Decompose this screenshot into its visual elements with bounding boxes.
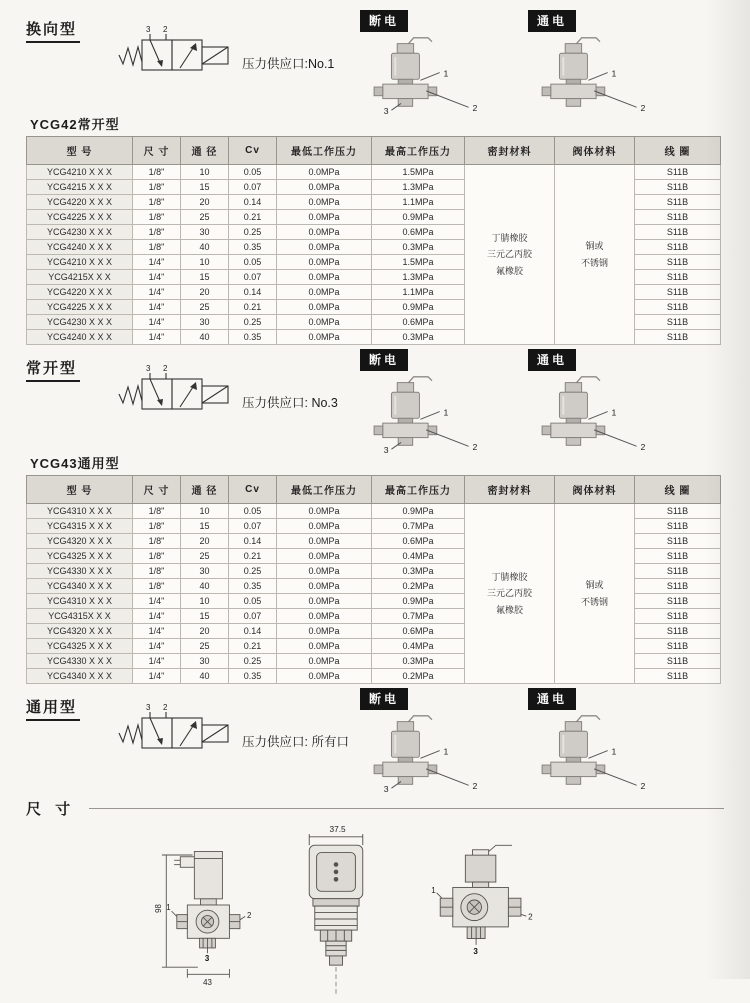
cell: 0.07 bbox=[229, 180, 277, 195]
cell: 0.4MPa bbox=[372, 549, 465, 564]
cell: 0.6MPa bbox=[372, 534, 465, 549]
coil-cell: S11B bbox=[635, 315, 721, 330]
schematic-port-3: 3 bbox=[146, 364, 151, 373]
column-header: 通 径 bbox=[181, 137, 229, 165]
cell: 1.1MPa bbox=[372, 195, 465, 210]
cell: YCG4330 X X X bbox=[27, 654, 133, 669]
cell: 0.0MPa bbox=[277, 504, 372, 519]
cell: 0.0MPa bbox=[277, 654, 372, 669]
cell: 1/8" bbox=[133, 564, 181, 579]
cell: 0.0MPa bbox=[277, 285, 372, 300]
cell: 0.0MPa bbox=[277, 225, 372, 240]
power-on-group bbox=[524, 6, 674, 115]
cell: 0.07 bbox=[229, 519, 277, 534]
schematic-port-2: 2 bbox=[163, 364, 168, 373]
dim-37-5-label: 37.5 bbox=[329, 824, 346, 835]
cell: 20 bbox=[181, 534, 229, 549]
power-on-badge: 通电 bbox=[528, 349, 576, 371]
cell: 20 bbox=[181, 285, 229, 300]
seal-material-cell: 丁腈橡胶 三元乙丙胶 氟橡胶 bbox=[465, 165, 555, 345]
cell: 30 bbox=[181, 225, 229, 240]
valve-illustration-power-on bbox=[524, 711, 674, 793]
dimension-drawings bbox=[154, 823, 724, 1003]
coil-cell: S11B bbox=[635, 564, 721, 579]
port-label-2: 2 bbox=[640, 781, 646, 792]
cell: 0.0MPa bbox=[277, 564, 372, 579]
cell: 0.35 bbox=[229, 579, 277, 594]
cell: 0.0MPa bbox=[277, 180, 372, 195]
coil-cell: S11B bbox=[635, 609, 721, 624]
dimension-drawing-side bbox=[154, 837, 268, 987]
cell: 0.4MPa bbox=[372, 639, 465, 654]
cell: 40 bbox=[181, 669, 229, 684]
cell: 1/8" bbox=[133, 579, 181, 594]
header-row bbox=[27, 137, 721, 165]
cell: 1/4" bbox=[133, 285, 181, 300]
cell: YCG4320 X X X bbox=[27, 534, 133, 549]
cell: 0.9MPa bbox=[372, 504, 465, 519]
power-on-group bbox=[524, 684, 674, 793]
coil-cell: S11B bbox=[635, 180, 721, 195]
column-header: Cv bbox=[229, 137, 277, 165]
cell: 1/4" bbox=[133, 255, 181, 270]
coil-cell: S11B bbox=[635, 654, 721, 669]
cell: 0.14 bbox=[229, 624, 277, 639]
pressure-port-label-normally-open: 压力供应口: No.3 bbox=[242, 396, 338, 410]
cell: 0.0MPa bbox=[277, 210, 372, 225]
power-off-group bbox=[356, 684, 506, 793]
cell: 0.0MPa bbox=[277, 624, 372, 639]
coil-cell: S11B bbox=[635, 549, 721, 564]
port-label-3: 3 bbox=[383, 784, 389, 793]
cell: 30 bbox=[181, 564, 229, 579]
cell: 1/4" bbox=[133, 594, 181, 609]
power-off-group bbox=[356, 6, 506, 115]
cell: YCG4215X X X bbox=[27, 270, 133, 285]
port-label-2: 2 bbox=[472, 781, 478, 792]
cell: YCG4210 X X X bbox=[27, 255, 133, 270]
cell: YCG4310 X X X bbox=[27, 594, 133, 609]
valve-schematic-universal bbox=[112, 700, 236, 770]
cell: 0.0MPa bbox=[277, 255, 372, 270]
coil-cell: S11B bbox=[635, 624, 721, 639]
cell: 0.0MPa bbox=[277, 669, 372, 684]
table-title-ycg43: YCG43通用型 bbox=[30, 456, 120, 471]
power-on-badge: 通电 bbox=[528, 688, 576, 710]
cell: 25 bbox=[181, 639, 229, 654]
cell: 0.7MPa bbox=[372, 609, 465, 624]
cell: 40 bbox=[181, 579, 229, 594]
table-row bbox=[27, 504, 721, 519]
port-label-3: 3 bbox=[473, 946, 478, 956]
port-label-1: 1 bbox=[443, 68, 449, 79]
cell: 0.7MPa bbox=[372, 519, 465, 534]
cell: 1/8" bbox=[133, 210, 181, 225]
cell: 15 bbox=[181, 270, 229, 285]
cell: 1/4" bbox=[133, 609, 181, 624]
cell: 1.1MPa bbox=[372, 285, 465, 300]
coil-cell: S11B bbox=[635, 519, 721, 534]
cell: 0.21 bbox=[229, 639, 277, 654]
cell: 0.25 bbox=[229, 225, 277, 240]
port-label-1: 1 bbox=[611, 407, 617, 418]
section-title-universal: 通用型 bbox=[26, 696, 80, 721]
seal-material-cell: 丁腈橡胶 三元乙丙胶 氟橡胶 bbox=[465, 504, 555, 684]
coil-cell: S11B bbox=[635, 195, 721, 210]
cell: 0.3MPa bbox=[372, 240, 465, 255]
valve-schematic-normally-open bbox=[112, 361, 236, 431]
dim-98-label: 98 bbox=[154, 904, 164, 913]
cell: 1/8" bbox=[133, 504, 181, 519]
column-header: 线 圈 bbox=[635, 137, 721, 165]
header-row bbox=[27, 476, 721, 504]
coil-cell: S11B bbox=[635, 285, 721, 300]
cell: YCG4210 X X X bbox=[27, 165, 133, 180]
coil-cell: S11B bbox=[635, 579, 721, 594]
cell: 25 bbox=[181, 549, 229, 564]
cell: 15 bbox=[181, 180, 229, 195]
cell: 0.21 bbox=[229, 300, 277, 315]
coil-cell: S11B bbox=[635, 225, 721, 240]
cell: 30 bbox=[181, 654, 229, 669]
cell: 0.0MPa bbox=[277, 195, 372, 210]
cell: YCG4225 X X X bbox=[27, 300, 133, 315]
cell: 10 bbox=[181, 504, 229, 519]
cell: 1.3MPa bbox=[372, 180, 465, 195]
cell: 1.5MPa bbox=[372, 165, 465, 180]
cell: 1/8" bbox=[133, 180, 181, 195]
cell: 0.05 bbox=[229, 255, 277, 270]
column-header: 阀体材料 bbox=[555, 476, 635, 504]
cell: 0.6MPa bbox=[372, 315, 465, 330]
cell: 1/4" bbox=[133, 669, 181, 684]
cell: 20 bbox=[181, 195, 229, 210]
port-label-1: 1 bbox=[443, 407, 449, 418]
cell: 0.0MPa bbox=[277, 240, 372, 255]
cell: YCG4315 X X X bbox=[27, 519, 133, 534]
cell: 0.0MPa bbox=[277, 609, 372, 624]
horizontal-rule bbox=[89, 808, 724, 809]
coil-cell: S11B bbox=[635, 669, 721, 684]
cell: 1/8" bbox=[133, 195, 181, 210]
table-row bbox=[27, 165, 721, 180]
cell: YCG4320 X X X bbox=[27, 624, 133, 639]
cell: YCG4340 X X X bbox=[27, 669, 133, 684]
power-on-group bbox=[524, 345, 674, 454]
cell: YCG4240 X X X bbox=[27, 330, 133, 345]
port-label-2: 2 bbox=[640, 103, 646, 114]
cell: 0.0MPa bbox=[277, 534, 372, 549]
port-label-3: 3 bbox=[383, 106, 389, 115]
cell: 0.9MPa bbox=[372, 210, 465, 225]
valve-illustration-power-off bbox=[356, 33, 506, 115]
column-header: 最低工作压力 bbox=[277, 137, 372, 165]
port-label-2: 2 bbox=[472, 442, 478, 453]
cell: 15 bbox=[181, 519, 229, 534]
column-header: 阀体材料 bbox=[555, 137, 635, 165]
cell: YCG4225 X X X bbox=[27, 210, 133, 225]
pressure-port-label-reversing: 压力供应口:No.1 bbox=[242, 57, 335, 71]
cell: 1/4" bbox=[133, 315, 181, 330]
cell: 30 bbox=[181, 315, 229, 330]
cell: 0.35 bbox=[229, 330, 277, 345]
port-label-1: 1 bbox=[431, 885, 436, 895]
power-off-badge: 断电 bbox=[360, 10, 408, 32]
cell: 0.0MPa bbox=[277, 579, 372, 594]
cell: 0.9MPa bbox=[372, 594, 465, 609]
cell: YCG4310 X X X bbox=[27, 504, 133, 519]
column-header: 通 径 bbox=[181, 476, 229, 504]
port-label-1: 1 bbox=[611, 68, 617, 79]
cell: 0.14 bbox=[229, 195, 277, 210]
port-label-2: 2 bbox=[640, 442, 646, 453]
port-label-2: 2 bbox=[246, 911, 252, 921]
cell: 1.5MPa bbox=[372, 255, 465, 270]
coil-cell: S11B bbox=[635, 504, 721, 519]
section-normally-open bbox=[26, 345, 724, 454]
cell: 0.3MPa bbox=[372, 564, 465, 579]
column-header: 密封材料 bbox=[465, 476, 555, 504]
cell: 0.35 bbox=[229, 240, 277, 255]
port-label-3: 3 bbox=[383, 445, 389, 454]
port-label-1: 1 bbox=[443, 746, 449, 757]
cell: 1/4" bbox=[133, 270, 181, 285]
cell: 1/4" bbox=[133, 300, 181, 315]
coil-cell: S11B bbox=[635, 534, 721, 549]
cell: 1/4" bbox=[133, 654, 181, 669]
cell: 10 bbox=[181, 165, 229, 180]
coil-cell: S11B bbox=[635, 255, 721, 270]
cell: 1/4" bbox=[133, 639, 181, 654]
section-title-dimensions: 尺 寸 bbox=[26, 801, 76, 818]
cell: 15 bbox=[181, 609, 229, 624]
cell: YCG4220 X X X bbox=[27, 195, 133, 210]
cell: 0.21 bbox=[229, 210, 277, 225]
coil-cell: S11B bbox=[635, 210, 721, 225]
column-header: 密封材料 bbox=[465, 137, 555, 165]
cell: 0.25 bbox=[229, 564, 277, 579]
cell: 0.35 bbox=[229, 669, 277, 684]
cell: 0.07 bbox=[229, 270, 277, 285]
schematic-port-3: 3 bbox=[146, 703, 151, 712]
cell: 0.07 bbox=[229, 609, 277, 624]
cell: YCG4340 X X X bbox=[27, 579, 133, 594]
schematic-port-2: 2 bbox=[163, 25, 168, 34]
coil-cell: S11B bbox=[635, 330, 721, 345]
cell: 1/8" bbox=[133, 165, 181, 180]
dimension-drawing-front bbox=[294, 823, 378, 1003]
power-on-badge: 通电 bbox=[528, 10, 576, 32]
cell: 0.3MPa bbox=[372, 654, 465, 669]
cell: 0.0MPa bbox=[277, 639, 372, 654]
power-off-badge: 断电 bbox=[360, 688, 408, 710]
cell: YCG4325 X X X bbox=[27, 549, 133, 564]
cell: YCG4230 X X X bbox=[27, 315, 133, 330]
cell: 1/4" bbox=[133, 624, 181, 639]
cell: 40 bbox=[181, 330, 229, 345]
column-header: 尺 寸 bbox=[133, 137, 181, 165]
cell: YCG4330 X X X bbox=[27, 564, 133, 579]
cell: 0.14 bbox=[229, 285, 277, 300]
spec-table-ycg42 bbox=[26, 136, 721, 345]
power-off-group bbox=[356, 345, 506, 454]
valve-schematic-reversing bbox=[112, 22, 236, 92]
dim-43-label: 43 bbox=[203, 977, 212, 987]
cell: YCG4220 X X X bbox=[27, 285, 133, 300]
coil-cell: S11B bbox=[635, 594, 721, 609]
coil-cell: S11B bbox=[635, 639, 721, 654]
spec-table-ycg43 bbox=[26, 475, 721, 684]
coil-cell: S11B bbox=[635, 165, 721, 180]
cell: 0.25 bbox=[229, 315, 277, 330]
cell: YCG4315X X X bbox=[27, 609, 133, 624]
valve-illustration-power-on bbox=[524, 372, 674, 454]
cell: 0.0MPa bbox=[277, 315, 372, 330]
cell: 0.0MPa bbox=[277, 549, 372, 564]
valve-illustration-power-off bbox=[356, 372, 506, 454]
cell: 1/8" bbox=[133, 225, 181, 240]
cell: 0.0MPa bbox=[277, 300, 372, 315]
cell: YCG4240 X X X bbox=[27, 240, 133, 255]
port-label-2: 2 bbox=[528, 912, 533, 922]
cell: 0.0MPa bbox=[277, 519, 372, 534]
column-header: 最高工作压力 bbox=[372, 476, 465, 504]
column-header: 最低工作压力 bbox=[277, 476, 372, 504]
section-title-reversing: 换向型 bbox=[26, 18, 80, 43]
cell: 40 bbox=[181, 240, 229, 255]
pressure-port-label-universal: 压力供应口: 所有口 bbox=[242, 735, 349, 749]
cell: 0.21 bbox=[229, 549, 277, 564]
column-header: 型 号 bbox=[27, 476, 133, 504]
body-material-cell: 铜或 不锈钢 bbox=[555, 165, 635, 345]
port-label-3: 3 bbox=[204, 954, 210, 964]
port-label-1: 1 bbox=[611, 746, 617, 757]
cell: 0.0MPa bbox=[277, 270, 372, 285]
cell: 1.3MPa bbox=[372, 270, 465, 285]
cell: YCG4215 X X X bbox=[27, 180, 133, 195]
cell: 0.9MPa bbox=[372, 300, 465, 315]
table-title-ycg42: YCG42常开型 bbox=[30, 117, 120, 132]
cell: 0.25 bbox=[229, 654, 277, 669]
column-header: 最高工作压力 bbox=[372, 137, 465, 165]
cell: 1/4" bbox=[133, 330, 181, 345]
schematic-port-3: 3 bbox=[146, 25, 151, 34]
cell: 0.0MPa bbox=[277, 330, 372, 345]
coil-cell: S11B bbox=[635, 240, 721, 255]
cell: 0.2MPa bbox=[372, 669, 465, 684]
port-label-2: 2 bbox=[472, 103, 478, 114]
cell: 10 bbox=[181, 255, 229, 270]
body-material-cell: 铜或 不锈钢 bbox=[555, 504, 635, 684]
cell: 0.05 bbox=[229, 504, 277, 519]
section-title-normally-open: 常开型 bbox=[26, 357, 80, 382]
section-universal bbox=[26, 684, 724, 793]
cell: 1/8" bbox=[133, 519, 181, 534]
column-header: 尺 寸 bbox=[133, 476, 181, 504]
cell: YCG4230 X X X bbox=[27, 225, 133, 240]
cell: 0.05 bbox=[229, 165, 277, 180]
valve-illustration-power-off bbox=[356, 711, 506, 793]
dimension-drawing-angled bbox=[408, 839, 546, 987]
cell: 25 bbox=[181, 210, 229, 225]
cell: 1/8" bbox=[133, 534, 181, 549]
cell: 0.6MPa bbox=[372, 225, 465, 240]
cell: 0.2MPa bbox=[372, 579, 465, 594]
section-reversing bbox=[26, 6, 724, 115]
column-header: 线 圈 bbox=[635, 476, 721, 504]
section-dimensions-header bbox=[26, 798, 724, 819]
cell: 25 bbox=[181, 300, 229, 315]
cell: 0.0MPa bbox=[277, 165, 372, 180]
cell: 0.0MPa bbox=[277, 594, 372, 609]
cell: 20 bbox=[181, 624, 229, 639]
coil-cell: S11B bbox=[635, 270, 721, 285]
power-off-badge: 断电 bbox=[360, 349, 408, 371]
column-header: Cv bbox=[229, 476, 277, 504]
schematic-port-2: 2 bbox=[163, 703, 168, 712]
valve-illustration-power-on bbox=[524, 33, 674, 115]
port-label-1: 1 bbox=[166, 903, 171, 913]
cell: 0.05 bbox=[229, 594, 277, 609]
cell: YCG4325 X X X bbox=[27, 639, 133, 654]
cell: 10 bbox=[181, 594, 229, 609]
cell: 0.3MPa bbox=[372, 330, 465, 345]
column-header: 型 号 bbox=[27, 137, 133, 165]
coil-cell: S11B bbox=[635, 300, 721, 315]
cell: 1/8" bbox=[133, 240, 181, 255]
cell: 1/8" bbox=[133, 549, 181, 564]
cell: 0.6MPa bbox=[372, 624, 465, 639]
cell: 0.14 bbox=[229, 534, 277, 549]
